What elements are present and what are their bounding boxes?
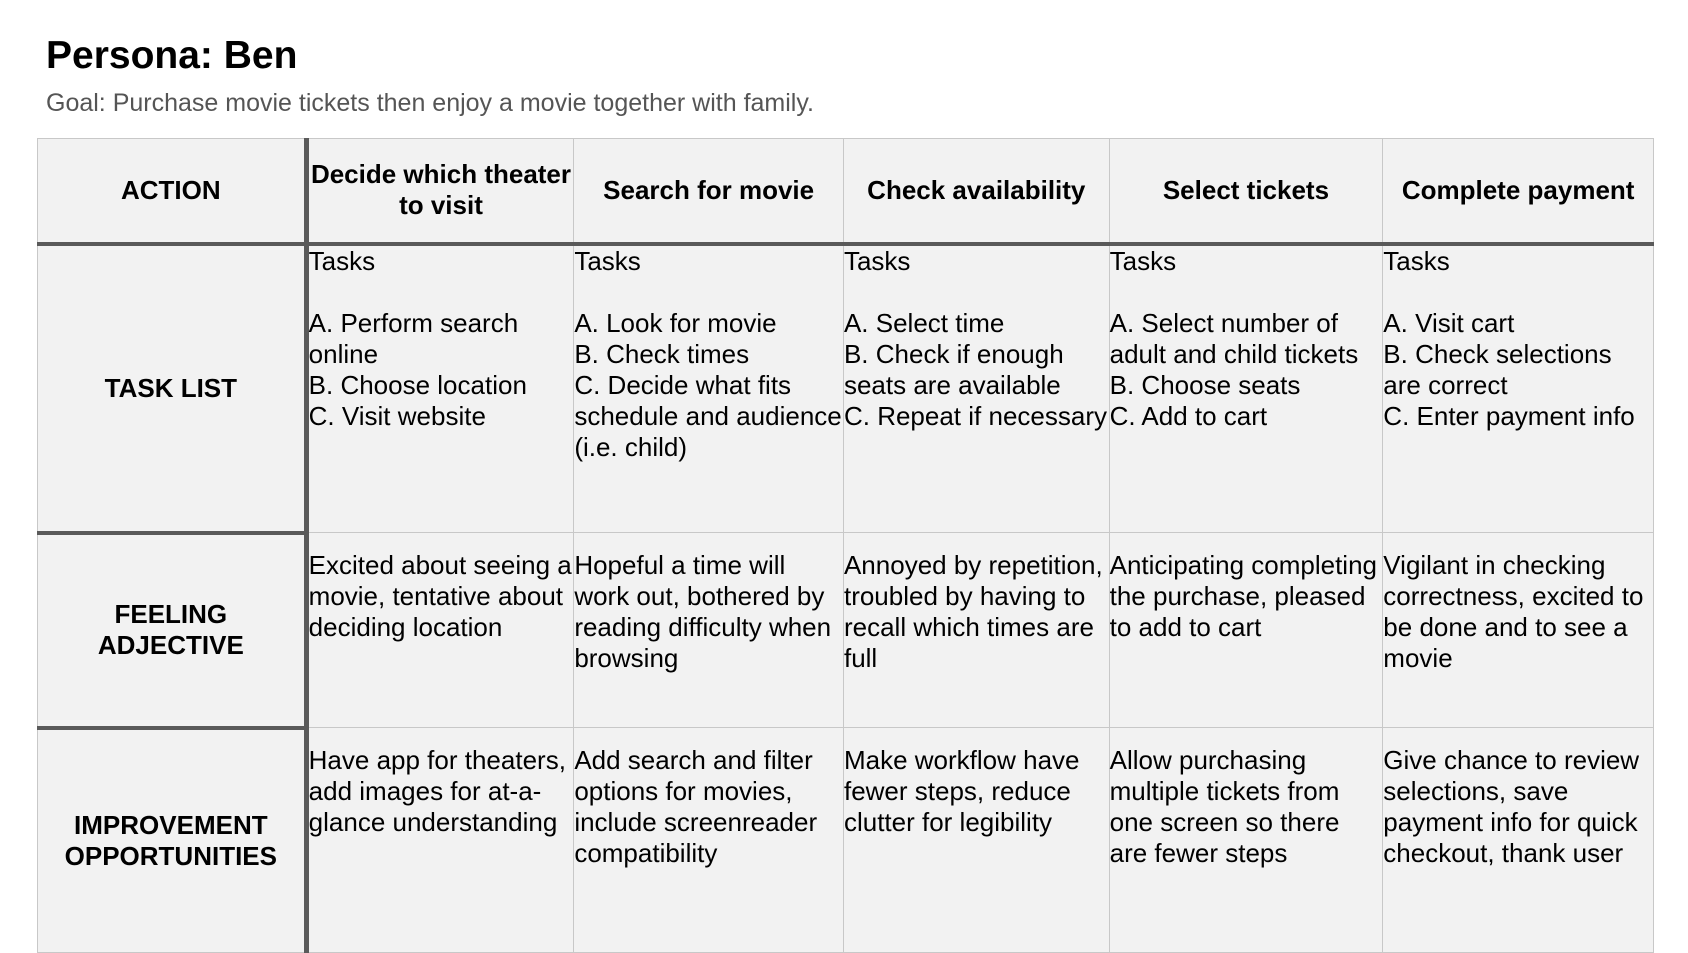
improvement-cell: Make workflow have fewer steps, reduce clutter for legibility [843,728,1109,953]
task-list-row [38,244,1654,533]
feeling-cell: Anticipating completing the purchase, pleased to add to cart [1109,533,1383,728]
task-item: C. Enter payment info [1383,400,1635,431]
task-item: C. Repeat if necessary [843,400,1107,431]
action-header: ACTION [38,139,307,244]
improvement-label-line: OPPORTUNITIES [64,840,277,871]
tasks-heading: Tasks [574,245,641,276]
task-item: A. Look for movie [574,307,777,338]
tasks-heading: Tasks [308,245,376,276]
task-list-cell [1383,244,1654,533]
task-item: A. Select number of adult and child tickets [1109,307,1359,369]
tasks-heading: Tasks [1109,245,1177,276]
stage-header-select-tickets: Select tickets [1109,139,1383,244]
feeling-row [38,533,1654,728]
page-title: Persona: Ben [46,34,298,77]
stage-header-decide-theater: Decide which theater to visit [306,139,574,244]
stage-header-complete-payment: Complete payment [1383,139,1654,244]
improvement-cell: Add search and filter options for movies, include screenreader compatibility [574,728,844,953]
tasks-heading: Tasks [1383,245,1450,276]
improvement-label [38,728,307,953]
task-item: C. Decide what fits schedule and audience (i.e. child) [574,369,842,462]
task-item: B. Choose location [308,369,527,400]
feeling-cell: Vigilant in checking correctness, excited to be done and to see a movie [1383,533,1654,728]
task-list-cell [574,244,844,533]
task-list-label: TASK LIST [38,244,307,533]
journey-map-table [37,138,1654,953]
task-item: C. Add to cart [1109,400,1268,431]
improvement-row [38,728,1654,953]
feeling-label-line: ADJECTIVE [97,630,244,660]
tasks-heading: Tasks [843,245,911,276]
task-item: A. Select time [843,307,1005,338]
stage-header-row [38,139,1654,244]
task-list-cell [843,244,1109,533]
feeling-cell: Annoyed by repetition, troubled by having to recall which times are full [843,533,1109,728]
task-item: B. Choose seats [1109,369,1301,400]
stage-header-search-movie: Search for movie [574,139,844,244]
task-item: B. Check if enough seats are available [843,338,1064,400]
feeling-cell: Hopeful a time will work out, bothered by reading difficulty when browsing [574,533,844,728]
improvement-cell: Give chance to review selections, save payment info for quick checkout, thank user [1383,728,1654,953]
stage-header-check-availability: Check availability [843,139,1109,244]
task-item: B. Check selections are correct [1383,338,1612,400]
task-item: A. Visit cart [1383,307,1515,338]
task-list-cell [306,244,574,533]
task-item: B. Check times [574,338,750,369]
task-list-cell [1109,244,1383,533]
feeling-cell: Excited about seeing a movie, tentative about deciding location [306,533,574,728]
persona-goal: Goal: Purchase movie tickets then enjoy a movie together with family. [46,89,814,117]
improvement-label-line: IMPROVEMENT [74,809,268,840]
task-item: A. Perform search online [308,307,519,369]
task-item: C. Visit website [308,400,486,431]
feeling-label-line: FEELING [114,599,228,629]
improvement-cell: Allow purchasing multiple tickets from one screen so there are fewer steps [1109,728,1383,953]
improvement-cell: Have app for theaters, add images for at-a-glance understanding [306,728,574,953]
feeling-label [38,533,307,728]
